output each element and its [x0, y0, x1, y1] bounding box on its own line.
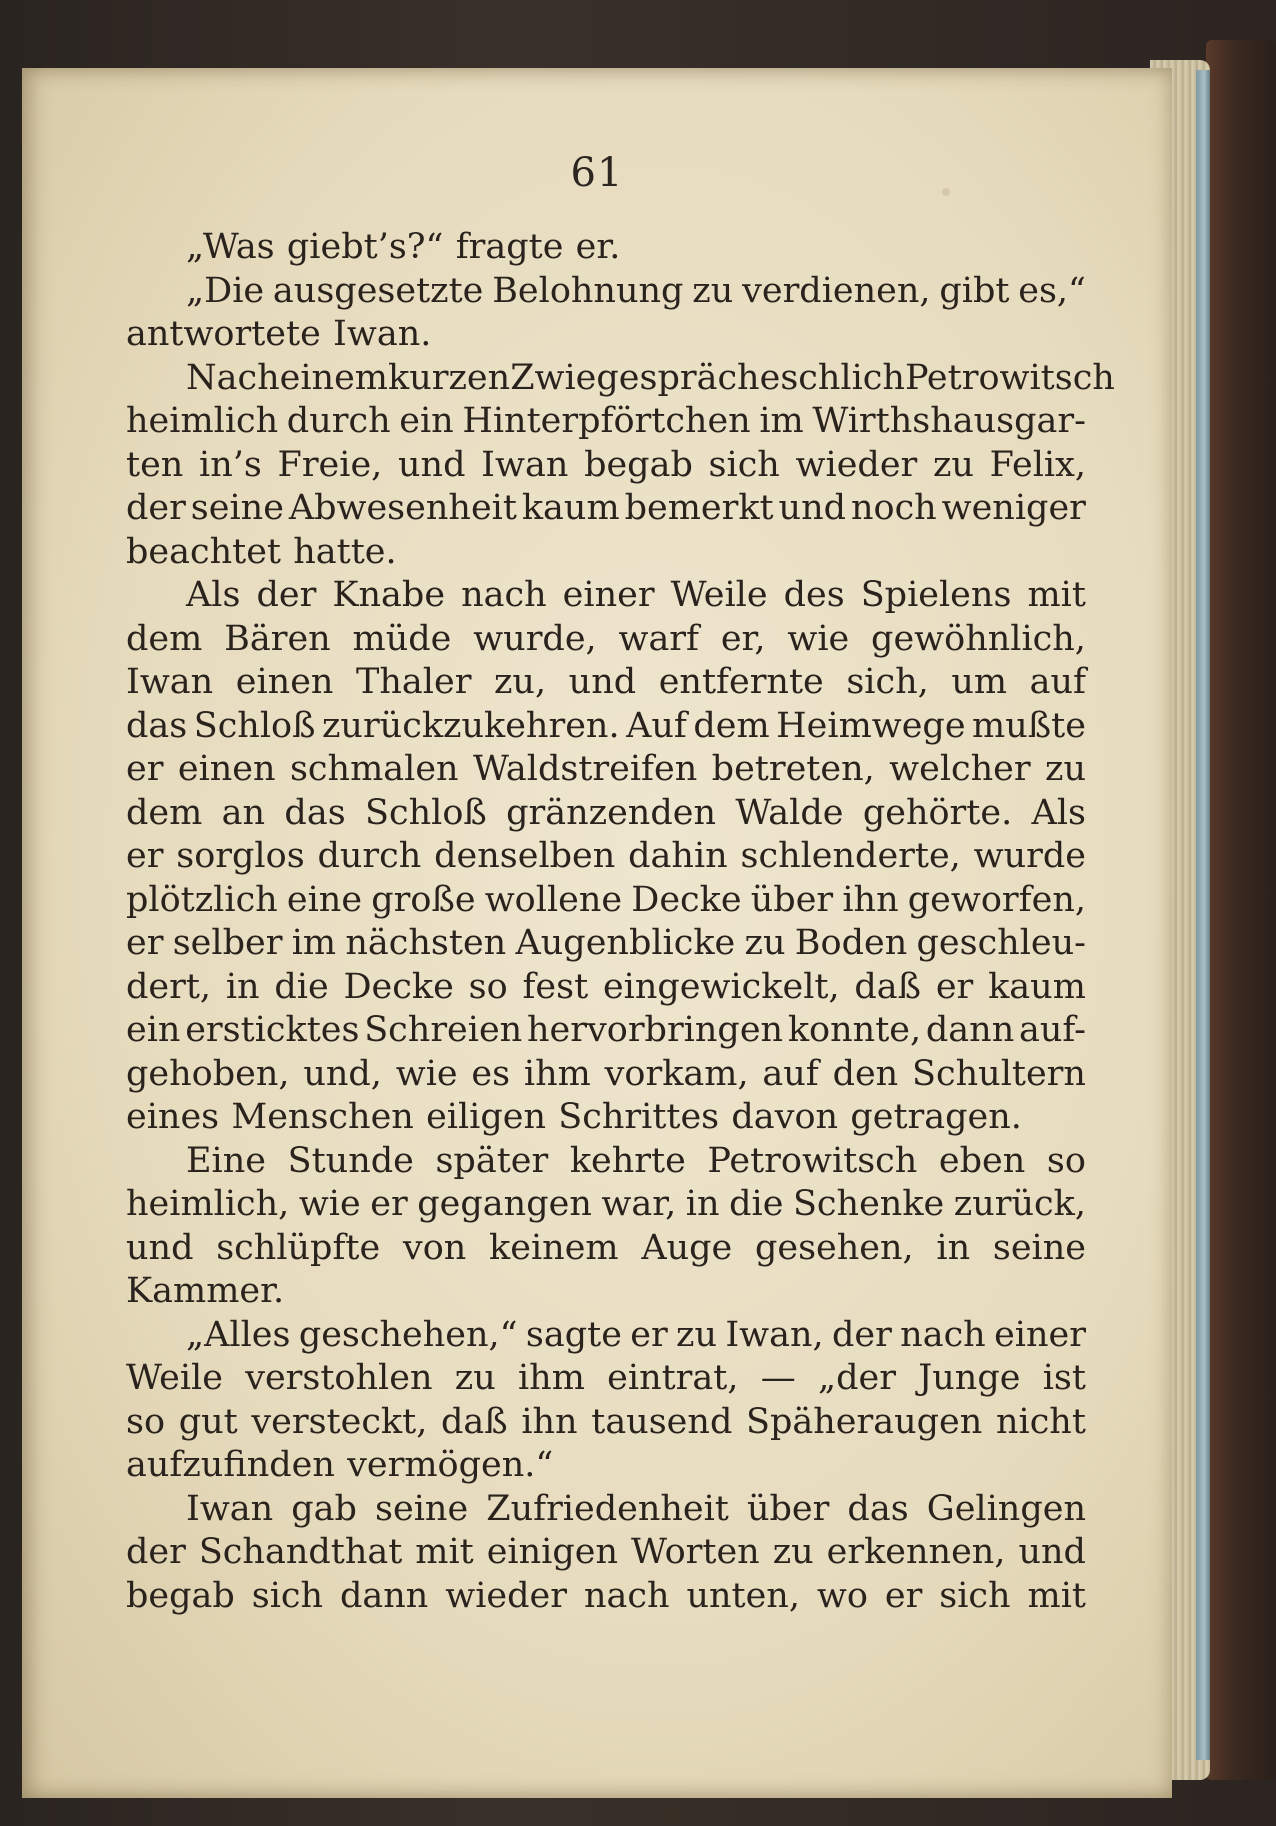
book-page [22, 68, 1172, 1798]
paper-stain [662, 1808, 680, 1822]
text-line: Kammer. [126, 1271, 285, 1311]
text-line: Nach einem kurzen Zwiegespräche schlich Petrowitsch [186, 357, 1115, 398]
page-body-text [126, 226, 1115, 1618]
page-number: 61 [570, 150, 624, 196]
text-line: Als der Knabe nach einer Weile des Spielens mit [186, 575, 1086, 615]
text-line: Eine Stunde später kehrte Petrowitsch eben so [186, 1140, 1086, 1181]
text-line: heimlich durch ein Hinterpförtchen im Wirthshausgar- [126, 401, 1086, 441]
text-line: er selber im nächsten Augenblicke zu Boden geschleu- [126, 923, 1086, 963]
text-line: Iwan einen Thaler zu, und entfernte sich, um auf [126, 662, 1086, 702]
text-line: er einen schmalen Waldstreifen betreten, welcher zu [126, 749, 1086, 789]
text-line: so gut versteckt, daß ihn tausend Späheraugen nicht [126, 1401, 1086, 1442]
text-line: dem Bären müde wurde, warf er, wie gewöhnlich, [126, 618, 1086, 659]
text-line: beachtet hatte. [126, 531, 397, 572]
text-line: eines Menschen eiligen Schrittes davon getragen. [126, 1097, 1022, 1137]
text-line: „Alles geschehen,“ sagte er zu Iwan, der nach einer [186, 1314, 1086, 1355]
text-line: dem an das Schloß gränzenden Walde gehörte. Als [126, 792, 1086, 833]
text-line: heimlich, wie er gegangen war, in die Schenke zurück, [126, 1184, 1086, 1224]
text-line: begab sich dann wieder nach unten, wo er sich mit [126, 1575, 1086, 1616]
text-line: gehoben, und, wie es ihm vorkam, auf den Schultern [126, 1053, 1086, 1094]
text-line: Weile verstohlen zu ihm eintrat, — „der Junge ist [126, 1358, 1086, 1398]
text-line: der seine Abwesenheit kaum bemerkt und noch weniger [126, 488, 1086, 528]
text-line: plötzlich eine große wollene Decke über ihn geworfen, [126, 879, 1086, 920]
text-line: „Die ausgesetzte Belohnung zu verdienen, gibt es,“ [186, 270, 1086, 311]
text-line: „Was giebt’s?“ fragte er. [186, 227, 621, 267]
text-line: und schlüpfte von keinem Auge gesehen, in seine [126, 1227, 1086, 1268]
text-line: aufzufinden vermögen.“ [126, 1445, 554, 1485]
cover-edge [1206, 40, 1276, 1780]
text-line: Iwan gab seine Zufriedenheit über das Gelingen [186, 1488, 1086, 1529]
text-line: er sorglos durch denselben dahin schlenderte, wurde [126, 836, 1086, 876]
text-line: dert, in die Decke so fest eingewickelt, daß er kaum [126, 966, 1086, 1007]
text-line: ten in’s Freie, und Iwan begab sich wieder zu Felix, [126, 444, 1086, 485]
page-edge-tint [1196, 70, 1210, 1760]
text-line: das Schloß zurückzukehren. Auf dem Heimwege mußte [126, 705, 1086, 746]
text-line: antwortete Iwan. [126, 314, 432, 354]
text-line: ein ersticktes Schreien hervorbringen konnte, dann auf- [126, 1010, 1086, 1050]
text-line: der Schandthat mit einigen Worten zu erkennen, und [126, 1532, 1086, 1572]
